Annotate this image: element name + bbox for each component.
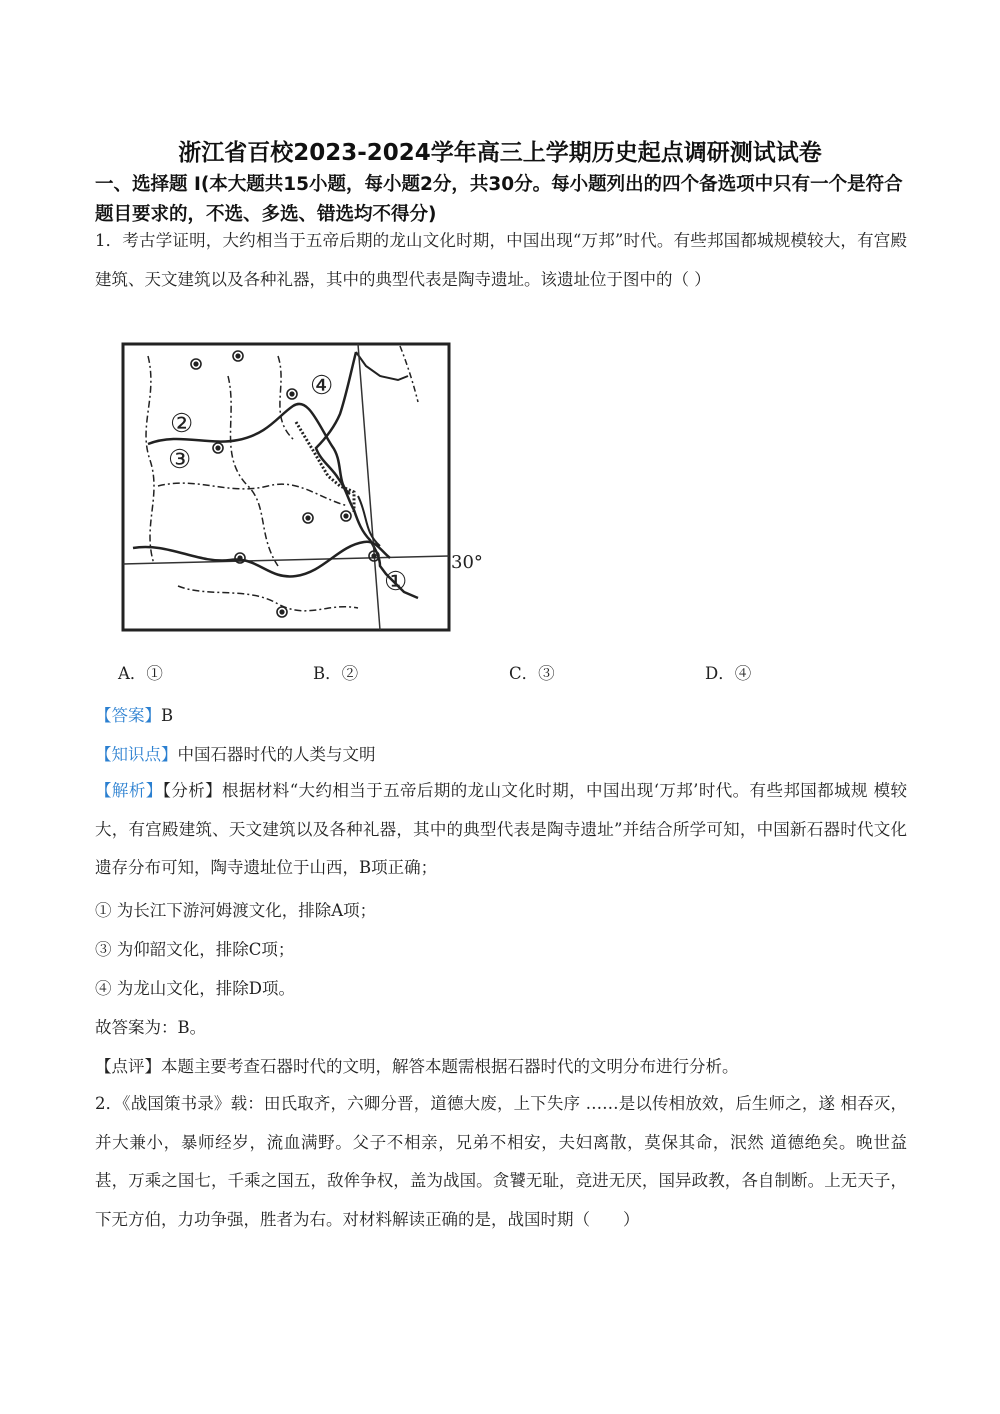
map-label-3: ③ <box>168 445 192 475</box>
conclusion-line: 故答案为：B。 <box>95 1018 207 1037</box>
option-c: C．③ <box>509 664 555 683</box>
border-west <box>146 356 154 564</box>
analysis-item-4: ④ 为龙山文化，排除D项。 <box>95 979 295 998</box>
answer-line <box>95 702 173 726</box>
border-north <box>278 356 294 440</box>
map-figure <box>118 336 498 636</box>
knowledge-value: 中国石器时代的人类与文明 <box>177 745 376 764</box>
option-d: D．④ <box>705 664 752 683</box>
latitude-label: 30° <box>451 552 483 573</box>
option-a: A．① <box>118 664 163 683</box>
map-label-4: ④ <box>310 371 334 401</box>
analysis-tag: 【解析】 <box>95 781 163 800</box>
peninsula-line <box>356 352 408 380</box>
option-b: B．② <box>313 664 359 683</box>
page-title: 浙江省百校2023-2024学年高三上学期历史起点调研测试试卷 <box>178 140 822 166</box>
question-2-stem: 2．《战国策书录》载：田氏取齐，六卿分晋，道德大废，上下失序 ……是以传相放效，后生师之，遂 相吞灭，并大兼小，暴师经岁，流血满野。父子不相亲，兄弟不相安，夫妇离散，莫保其命，泯然 道德绝矣。晚世益甚，万乘之国七，千乘之国五，敌侔争权，盖为战国。贪饕无耻，竞进无厌，国异政教，各自制断。上无天子，下无方伯，力功争强，胜者为右。对材料解读正确的是，战国时期（ ） <box>95 1094 907 1229</box>
longitude-line <box>358 344 380 630</box>
border-line-ne <box>400 346 418 402</box>
question-1-options <box>0 660 1000 686</box>
section-header: 一、选择题 Ⅰ(本大题共15小题，每小题2分，共30分。每小题列出的四个备选项中只有一个是符合题目要求的，不选、多选、错选均不得分) <box>95 174 903 225</box>
analysis-block <box>95 772 907 888</box>
border-south <box>178 586 358 611</box>
knowledge-line <box>95 741 376 765</box>
analysis-item-3: ③ 为仰韶文化，排除C项； <box>95 940 295 959</box>
map-label-2: ② <box>170 409 194 439</box>
knowledge-tag: 【知识点】 <box>95 745 178 764</box>
answer-value: B <box>161 706 174 725</box>
answer-tag: 【答案】 <box>95 706 161 725</box>
border-mid <box>158 483 348 506</box>
map-label-1: ① <box>384 567 408 597</box>
analysis-item-1: ① 为长江下游河姆渡文化，排除A项； <box>95 901 377 920</box>
comment-line: 【点评】本题主要考查石器时代的文明，解答本题需根据石器时代的文明分布进行分析。 <box>95 1057 739 1076</box>
question-1-stem: 1．考古学证明，大约相当于五帝后期的龙山文化时期，中国出现“万邦”时代。有些邦国都城规模较大，有宫殿建筑、天文建筑以及各种礼器，其中的典型代表是陶寺遗址。该遗址位于图中的（ ） <box>95 231 907 289</box>
border-central <box>228 376 278 566</box>
analysis-text: 【分析】根据材料“大约相当于五帝后期的龙山文化时期，中国出现‘万邦’时代。有些邦国都城规 模较大，有宫殿建筑、天文建筑以及各种礼器，其中的典型代表是陶寺遗址”并结合所学可知，中国新石器时代文化遗存分布可知，陶寺遗址位于山西，B项正确； <box>95 781 908 877</box>
latitude-line-30 <box>123 556 449 564</box>
archaeology-map <box>118 336 498 636</box>
